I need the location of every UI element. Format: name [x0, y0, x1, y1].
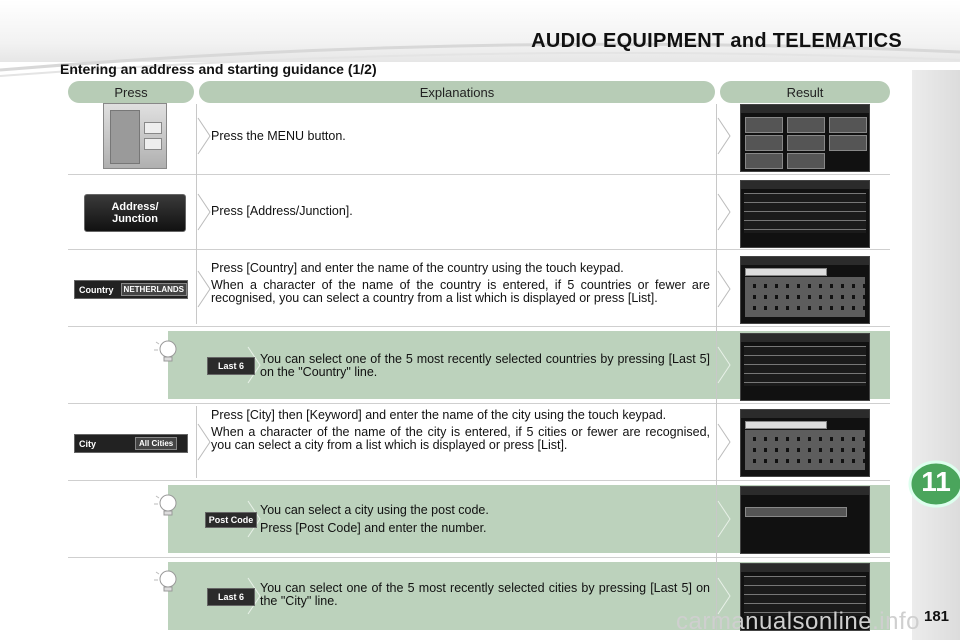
explanation-line: Press [Address/Junction].	[211, 204, 353, 218]
row-divider	[68, 326, 890, 327]
watermark: carmanualsonline.info	[676, 608, 920, 635]
explanation-text	[260, 353, 710, 383]
city-field-image	[74, 434, 188, 453]
result-screen-post-code-input	[740, 486, 870, 554]
row-divider	[68, 174, 890, 175]
chapter-number: 11	[921, 466, 951, 497]
explanation-line: When a character of the name of the country is entered, if 5 countries or fewer are recognised, you can select a country from a list which is displayed or press [List].	[211, 278, 710, 305]
address-junction-button-image	[84, 194, 186, 232]
press-label: Address/ Junction	[111, 201, 159, 225]
press-label: Last 6	[217, 592, 244, 602]
chevron-right-icon	[197, 193, 211, 231]
lightbulb-icon	[152, 566, 182, 596]
chevron-right-icon	[197, 423, 211, 461]
chevron-right-icon	[717, 423, 731, 461]
right-margin-strip	[912, 70, 960, 640]
row-divider	[68, 557, 890, 558]
explanation-line: Press [Post Code] and enter the number.	[260, 521, 487, 535]
row-divider	[68, 249, 890, 250]
lightbulb-icon	[152, 336, 182, 366]
press-label: Country	[79, 284, 114, 295]
press-value: NETHERLANDS	[121, 283, 187, 296]
press-label: Post Code	[208, 515, 254, 525]
chevron-right-icon	[717, 346, 731, 384]
chevron-right-icon	[197, 117, 211, 155]
last-button-image	[207, 588, 255, 606]
result-screen-country-name-input	[740, 256, 870, 324]
explanation-line: When a character of the name of the city is entered, if 5 cities or fewer are recognised, you can select a city from a list which is displayed or press [List].	[211, 425, 710, 452]
column-header-explanations: Explanations	[199, 81, 715, 103]
explanation-text	[211, 130, 711, 147]
lightbulb-icon	[152, 490, 182, 520]
column-header-press: Press	[68, 81, 194, 103]
press-label: City	[79, 438, 97, 449]
column-header-result: Result	[720, 81, 890, 103]
explanation-text	[260, 504, 710, 539]
chevron-right-icon	[197, 270, 211, 308]
explanation-line: You can select a city using the post code.	[260, 503, 489, 517]
explanation-line: You can select one of the 5 most recently selected cities by pressing [Last 5] on the "City" line.	[260, 581, 710, 608]
page-header-title: AUDIO EQUIPMENT and TELEMATICS	[531, 30, 902, 52]
chevron-right-icon	[717, 117, 731, 155]
row-divider	[68, 403, 890, 404]
chevron-right-icon	[717, 193, 731, 231]
explanation-text	[211, 205, 711, 222]
row-divider	[68, 480, 890, 481]
press-label: Last 6	[217, 361, 244, 371]
result-screen-country-list	[740, 333, 870, 401]
explanation-text	[211, 262, 710, 309]
explanation-line: Press [City] then [Keyword] and enter the name of the city using the touch keypad.	[211, 408, 667, 422]
chevron-right-icon	[717, 270, 731, 308]
result-screen-address-junction	[740, 180, 870, 248]
explanation-line: Press the MENU button.	[211, 129, 346, 143]
result-screen-city-name-input	[740, 409, 870, 477]
explanation-line: You can select one of the 5 most recently selected countries by pressing [Last 5] on the "Country" line.	[260, 352, 710, 379]
country-field-image	[74, 280, 188, 299]
press-value: All Cities	[135, 437, 177, 450]
last-button-image	[207, 357, 255, 375]
section-title: Entering an address and starting guidance (1/2)	[60, 61, 377, 77]
menu-button-device-image	[103, 103, 167, 169]
chevron-right-icon	[717, 500, 731, 538]
result-screen-menu	[740, 104, 870, 172]
explanation-text	[260, 582, 710, 612]
post-code-button-image	[205, 512, 257, 528]
page-number: 181	[924, 608, 950, 625]
explanation-line: Press [Country] and enter the name of the country using the touch keypad.	[211, 261, 624, 275]
explanation-text	[211, 409, 710, 456]
